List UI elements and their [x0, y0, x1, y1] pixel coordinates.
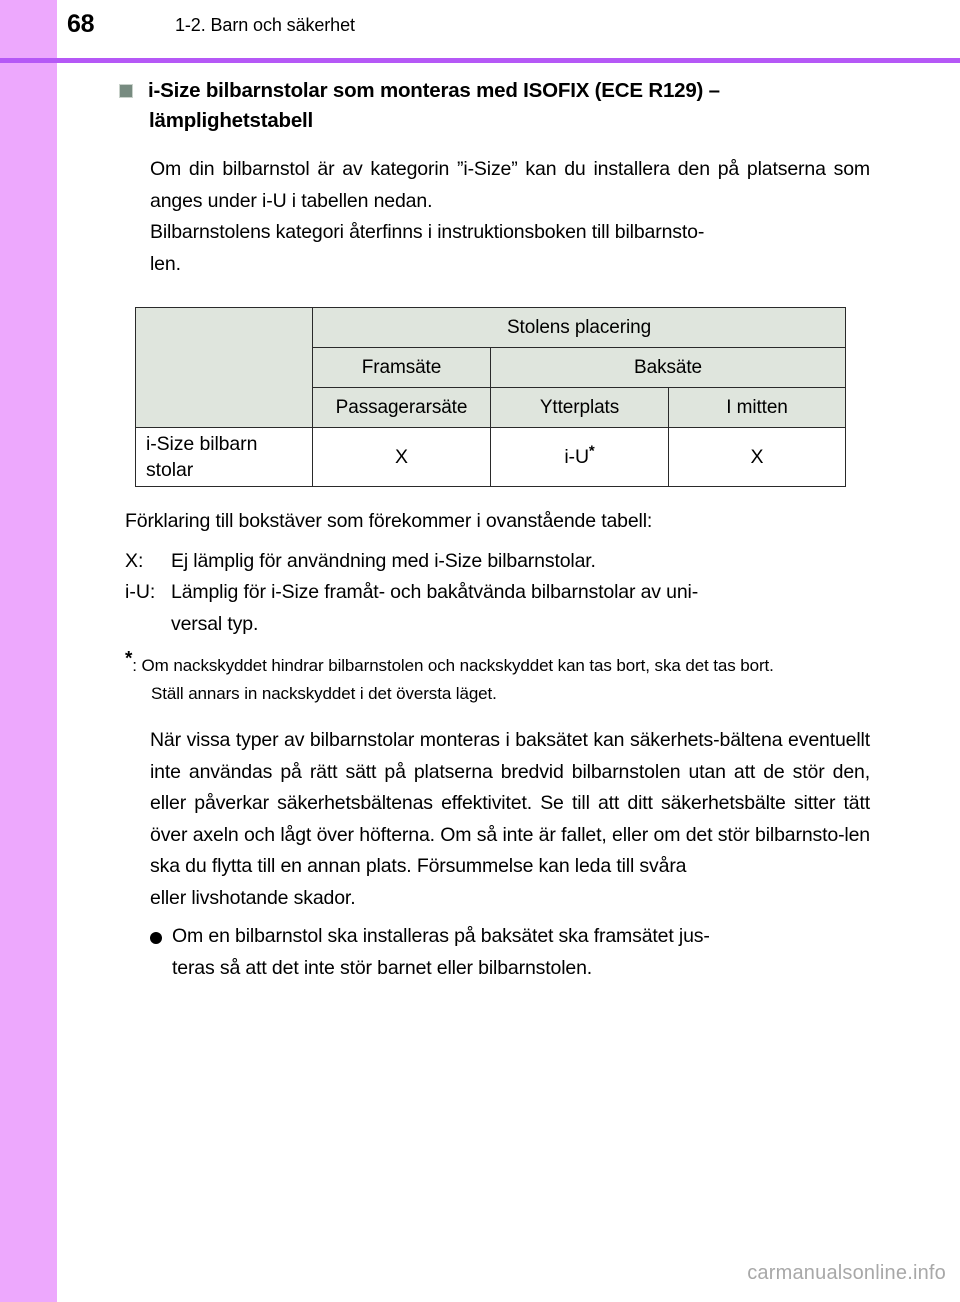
intro-paragraph-2-last: len.	[150, 252, 181, 275]
warning-paragraph-main: När vissa typer av bilbarnstolar monteras i baksätet kan säkerhets-bältena eventuellt inte användas på rätt sätt på platserna bredvid bilbarnstolen utan att de stör den, eller påverkar säkerhetsbältenas effektivitet. Se till att ditt säkerhetsbälte sitter tätt över axeln och lågt över höfterna. Om så inte är fallet, eller om det stör bilbarnsto-len ska du flytta till en annan plats. Försummelse kan leda till svåra	[150, 729, 870, 877]
row-label-line2: stolar	[146, 459, 194, 481]
square-bullet-icon	[119, 84, 133, 98]
footnote-line2: Ställ annars in nackskyddet i det översta läget.	[151, 683, 497, 703]
legend-value-x: Ej lämplig för användning med i-Size bilbarnstolar.	[171, 549, 596, 572]
table-cell-outboard	[491, 428, 669, 487]
page-content	[0, 63, 960, 984]
table-row-label-isize	[136, 428, 313, 487]
seat-suitability-table	[135, 307, 846, 487]
intro-paragraph-2	[0, 217, 960, 280]
footnote-block	[0, 648, 960, 707]
intro-paragraph-1: Om din bilbarnstol är av kategorin ”i-Size” kan du installera den på platserna som anges under i-U i tabellen nedan.	[150, 158, 870, 212]
table-header-front-seat: Framsäte	[313, 348, 491, 388]
seat-suitability-table-wrapper	[0, 307, 960, 487]
section-heading-line1: i-Size bilbarnstolar som monteras med ISOFIX (ECE R129) –	[148, 79, 720, 102]
warning-bullet-main: Om en bilbarnstol ska installeras på baksätet ska framsätet jus-	[172, 925, 710, 947]
round-bullet-icon	[150, 932, 162, 944]
warning-paragraph	[0, 725, 960, 914]
footnote-text	[125, 648, 870, 707]
section-heading-line2: lämplighetstabell	[149, 109, 314, 132]
legend-block	[0, 506, 960, 640]
footnote-marker-icon: *	[588, 442, 595, 459]
legend-value-iu-main: Lämplig för i-Size framåt- och bakåtvända bilbarnstolar av uni-	[171, 581, 699, 603]
footnote-star-icon: *	[125, 648, 133, 670]
warning-bullet-last: teras så att det inte stör barnet eller bilbarnstolen.	[172, 956, 593, 979]
table-header-center: I mitten	[669, 388, 846, 428]
table-header-front-passenger: Passagerarsäte	[313, 388, 491, 428]
table-header-outboard: Ytterplats	[491, 388, 669, 428]
warning-bullet-text	[150, 921, 870, 984]
table-cell-outboard-value: i-U	[564, 445, 589, 468]
row-label-line1: i-Size bilbarn	[146, 433, 258, 455]
table-row-header-group	[136, 308, 846, 348]
section-heading	[0, 63, 960, 136]
legend-item-x	[125, 546, 870, 578]
legend-key-iu: i-U:	[125, 581, 156, 603]
intro-paragraph-2-main: Bilbarnstolens kategori återfinns i instruktionsboken till bilbarnsto-	[150, 221, 705, 243]
table-cell-center: X	[669, 428, 846, 487]
chapter-title: 1-2. Barn och säkerhet	[175, 15, 355, 35]
footnote-main: : Om nackskyddet hindrar bilbarnstolen och nackskyddet kan tas bort, ska det tas bort.	[132, 656, 774, 675]
table-header-seat-location: Stolens placering	[313, 308, 846, 348]
warning-paragraph-last: eller livshotande skador.	[150, 886, 356, 909]
legend-intro: Förklaring till bokstäver som förekommer i ovanstående tabell:	[125, 510, 653, 532]
warning-bullet-item	[0, 921, 960, 984]
page-header	[0, 10, 960, 54]
table-cell-front-passenger: X	[313, 428, 491, 487]
table-header-rear-seat: Baksäte	[491, 348, 846, 388]
table-row	[136, 428, 846, 487]
legend-value-iu	[171, 577, 870, 640]
legend-value-iu-last: versal typ.	[171, 612, 259, 635]
table-corner-cell	[136, 308, 313, 428]
footer-watermark: carmanualsonline.info	[747, 1262, 946, 1284]
page-number: 68	[67, 10, 95, 38]
legend-key-x: X:	[125, 549, 144, 572]
legend-item-iu	[125, 577, 870, 640]
